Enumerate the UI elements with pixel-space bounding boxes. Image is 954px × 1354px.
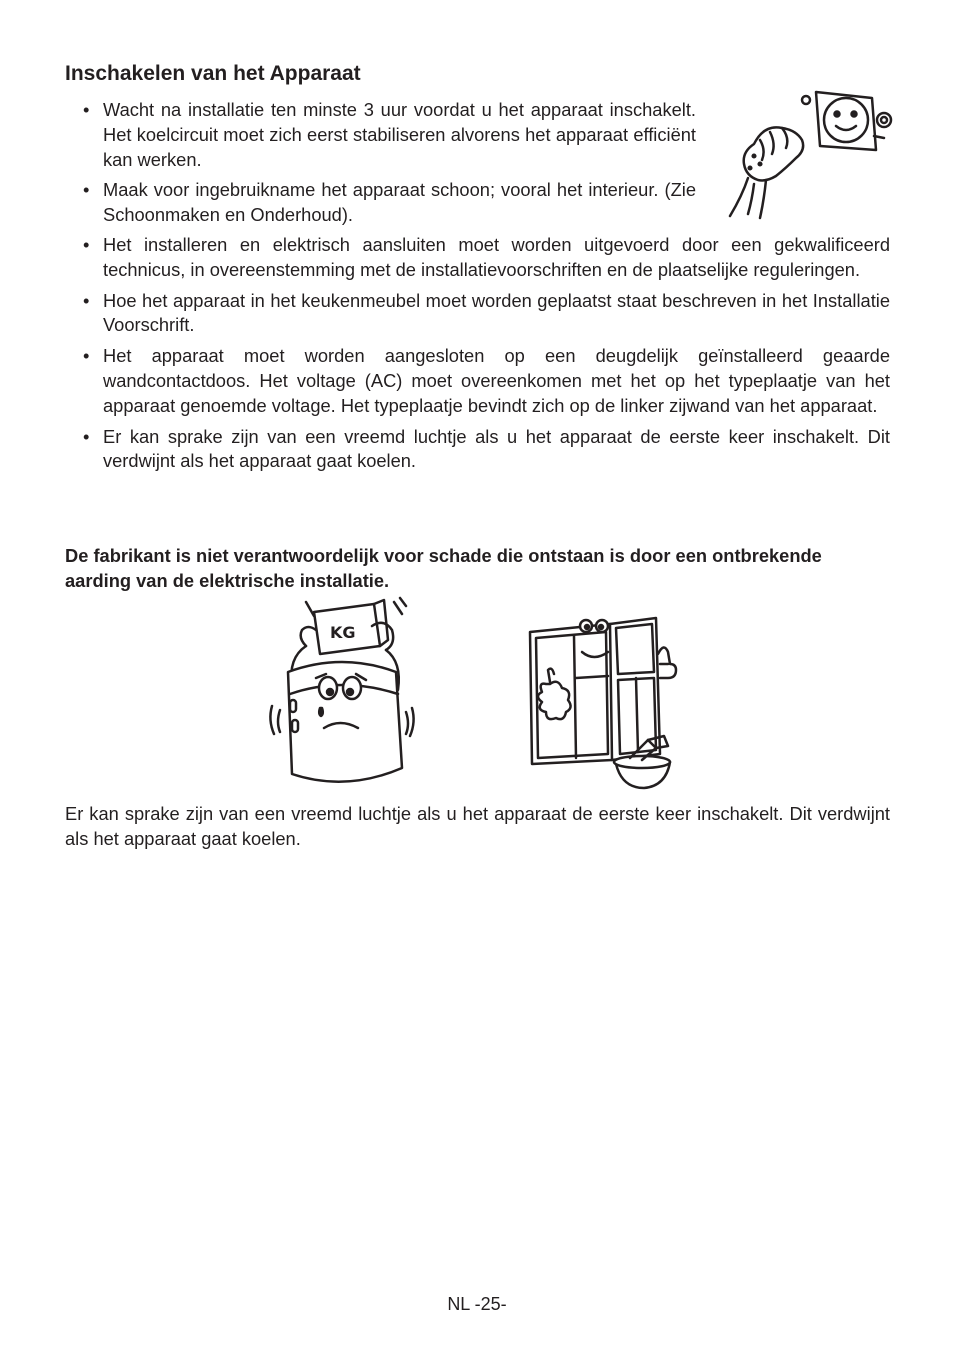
bullet-item: • Het apparaat moet worden aangesloten op een deugdelijk geïnstalleerd geaarde wandcontactdoos. Het voltage (AC) moet overeenkomen met het op het typeplaatje van het apparaat genoemde voltage. Het typeplaatje bevindt zich op de linker zijwand van het apparaat. (65, 344, 890, 418)
bullet-item: • Hoe het apparaat in het keukenmeubel moet worden geplaatst staat beschreven in het Installatie Voorschrift. (65, 289, 890, 339)
section-heading: Inschakelen van het Apparaat (65, 62, 361, 85)
weight-label: KG (330, 623, 356, 642)
bullet-item: • Er kan sprake zijn van een vreemd luchtje als u het apparaat de eerste keer inschakelt. Dit verdwijnt als het apparaat gaat koelen. (65, 425, 890, 475)
happy-fridge-illustration (524, 612, 688, 794)
bullet-item: • Maak voor ingebruikname het apparaat schoon; vooral het interieur. (Zie Schoonmaken en Onderhoud). (65, 178, 696, 228)
closing-paragraph: Er kan sprake zijn van een vreemd luchtje als u het apparaat de eerste keer inschakelt. Dit verdwijnt als het apparaat gaat koelen. (65, 803, 890, 849)
bullet-list-main (65, 233, 890, 480)
bullet-item: • Het installeren en elektrisch aansluiten moet worden uitgevoerd door een gekwalificeerd technicus, in overeenstemming met de installatievoorschriften en de plaatselijke reguleringen. (65, 233, 890, 283)
plug-socket-illustration (724, 84, 894, 224)
bullet-list-top (65, 98, 696, 234)
bullet-item: • Wacht na installatie ten minste 3 uur voordat u het apparaat inschakelt. Het koelcircuit moet zich eerst stabiliseren alvorens het apparaat efficiënt kan werken. (65, 98, 696, 172)
warning-text: De fabrikant is niet verantwoordelijk voor schade die ontstaan is door een ontbrekende aarding van de elektrische installatie. (65, 545, 822, 591)
overloaded-fridge-illustration (262, 596, 422, 794)
page-number: NL -25- (447, 1294, 507, 1314)
